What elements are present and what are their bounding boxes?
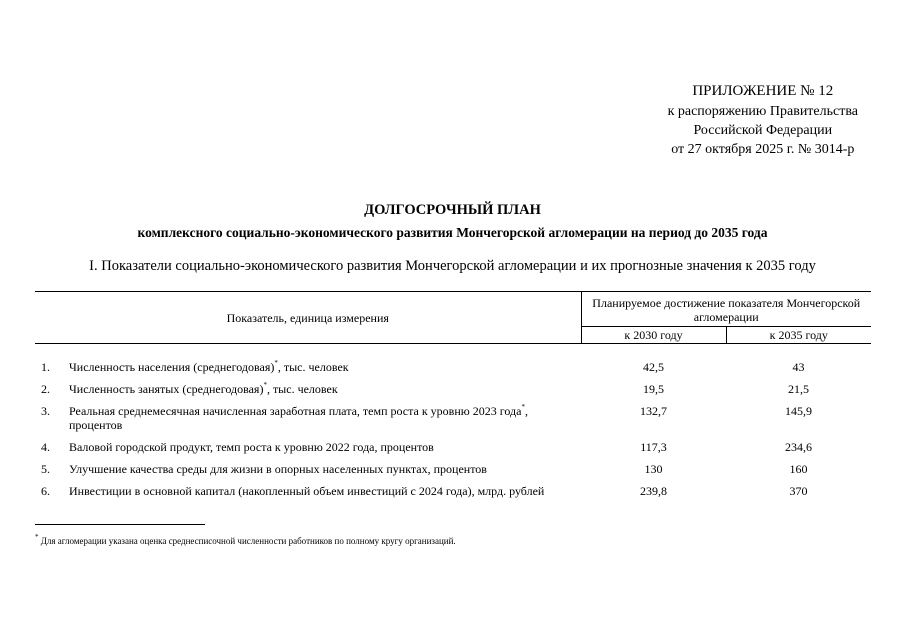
annex-header bbox=[668, 82, 858, 159]
value-2035: 160 bbox=[789, 462, 808, 476]
document-subtitle: комплексного социально-экономического развития Мончегорской агломерации на период до 2035 года bbox=[137, 225, 768, 240]
table-row bbox=[35, 484, 871, 506]
value-2030: 132,7 bbox=[640, 404, 667, 418]
row-label: Численность занятых (среднегодовая)*, тыс. человек bbox=[69, 381, 338, 396]
indicators-table bbox=[35, 291, 871, 506]
row-label: Валовой городской продукт, темп роста к уровню 2022 года, процентов bbox=[69, 440, 434, 454]
value-2035: 21,5 bbox=[788, 382, 809, 396]
footnote-mark: * bbox=[521, 403, 525, 411]
section-heading: I. Показатели социально-экономического развития Мончегорской агломерации и их прогнозные значения к 2035 году bbox=[89, 258, 816, 274]
row-number: 5. bbox=[41, 462, 50, 476]
value-2035: 145,9 bbox=[785, 404, 812, 418]
row-number: 1. bbox=[41, 360, 50, 374]
footnote-mark: * bbox=[263, 381, 267, 389]
footnote-separator bbox=[35, 524, 205, 525]
value-2030: 130 bbox=[644, 462, 663, 476]
table-row bbox=[35, 360, 871, 382]
row-label: Численность населения (среднегодовая)*, тыс. человек bbox=[69, 359, 349, 374]
value-2030: 42,5 bbox=[643, 360, 664, 374]
header-2030: к 2030 году bbox=[581, 327, 726, 344]
row-number: 2. bbox=[41, 382, 50, 396]
row-number: 6. bbox=[41, 484, 50, 498]
table-row bbox=[35, 440, 871, 462]
header-planned: Планируемое достижение показателя Мончегорской агломерации bbox=[581, 292, 871, 327]
value-2030: 117,3 bbox=[640, 440, 667, 454]
footnote-mark: * bbox=[274, 359, 278, 367]
table-row bbox=[35, 382, 871, 404]
footnote-mark: * bbox=[35, 533, 39, 541]
footnote bbox=[35, 533, 456, 546]
value-2030: 19,5 bbox=[643, 382, 664, 396]
table-row bbox=[35, 404, 871, 440]
annex-line-2: Российской Федерации bbox=[693, 123, 833, 138]
row-label: Реальная среднемесячная начисленная заработная плата, темп роста к уровню 2023 года*, процентов bbox=[69, 403, 528, 432]
table-row bbox=[35, 462, 871, 484]
header-2035: к 2035 году bbox=[726, 327, 871, 344]
header-indicator: Показатель, единица измерения bbox=[35, 292, 581, 344]
row-number: 3. bbox=[41, 404, 50, 418]
footnote-text: Для агломерации указана оценка среднесписочной численности работников по полному кругу организаций. bbox=[38, 536, 456, 546]
document-title: ДОЛГОСРОЧНЫЙ ПЛАН bbox=[364, 202, 541, 218]
annex-line-1: к распоряжению Правительства bbox=[667, 104, 858, 119]
row-label: Улучшение качества среды для жизни в опорных населенных пунктах, процентов bbox=[69, 462, 487, 476]
value-2035: 370 bbox=[789, 484, 808, 498]
value-2030: 239,8 bbox=[640, 484, 667, 498]
value-2035: 234,6 bbox=[785, 440, 812, 454]
row-label: Инвестиции в основной капитал (накопленный объем инвестиций с 2024 года), млрд. рублей bbox=[69, 484, 545, 498]
row-number: 4. bbox=[41, 440, 50, 454]
value-2035: 43 bbox=[792, 360, 805, 374]
annex-title: ПРИЛОЖЕНИЕ № 12 bbox=[692, 83, 834, 99]
annex-line-3: от 27 октября 2025 г. № 3014-р bbox=[671, 142, 855, 157]
